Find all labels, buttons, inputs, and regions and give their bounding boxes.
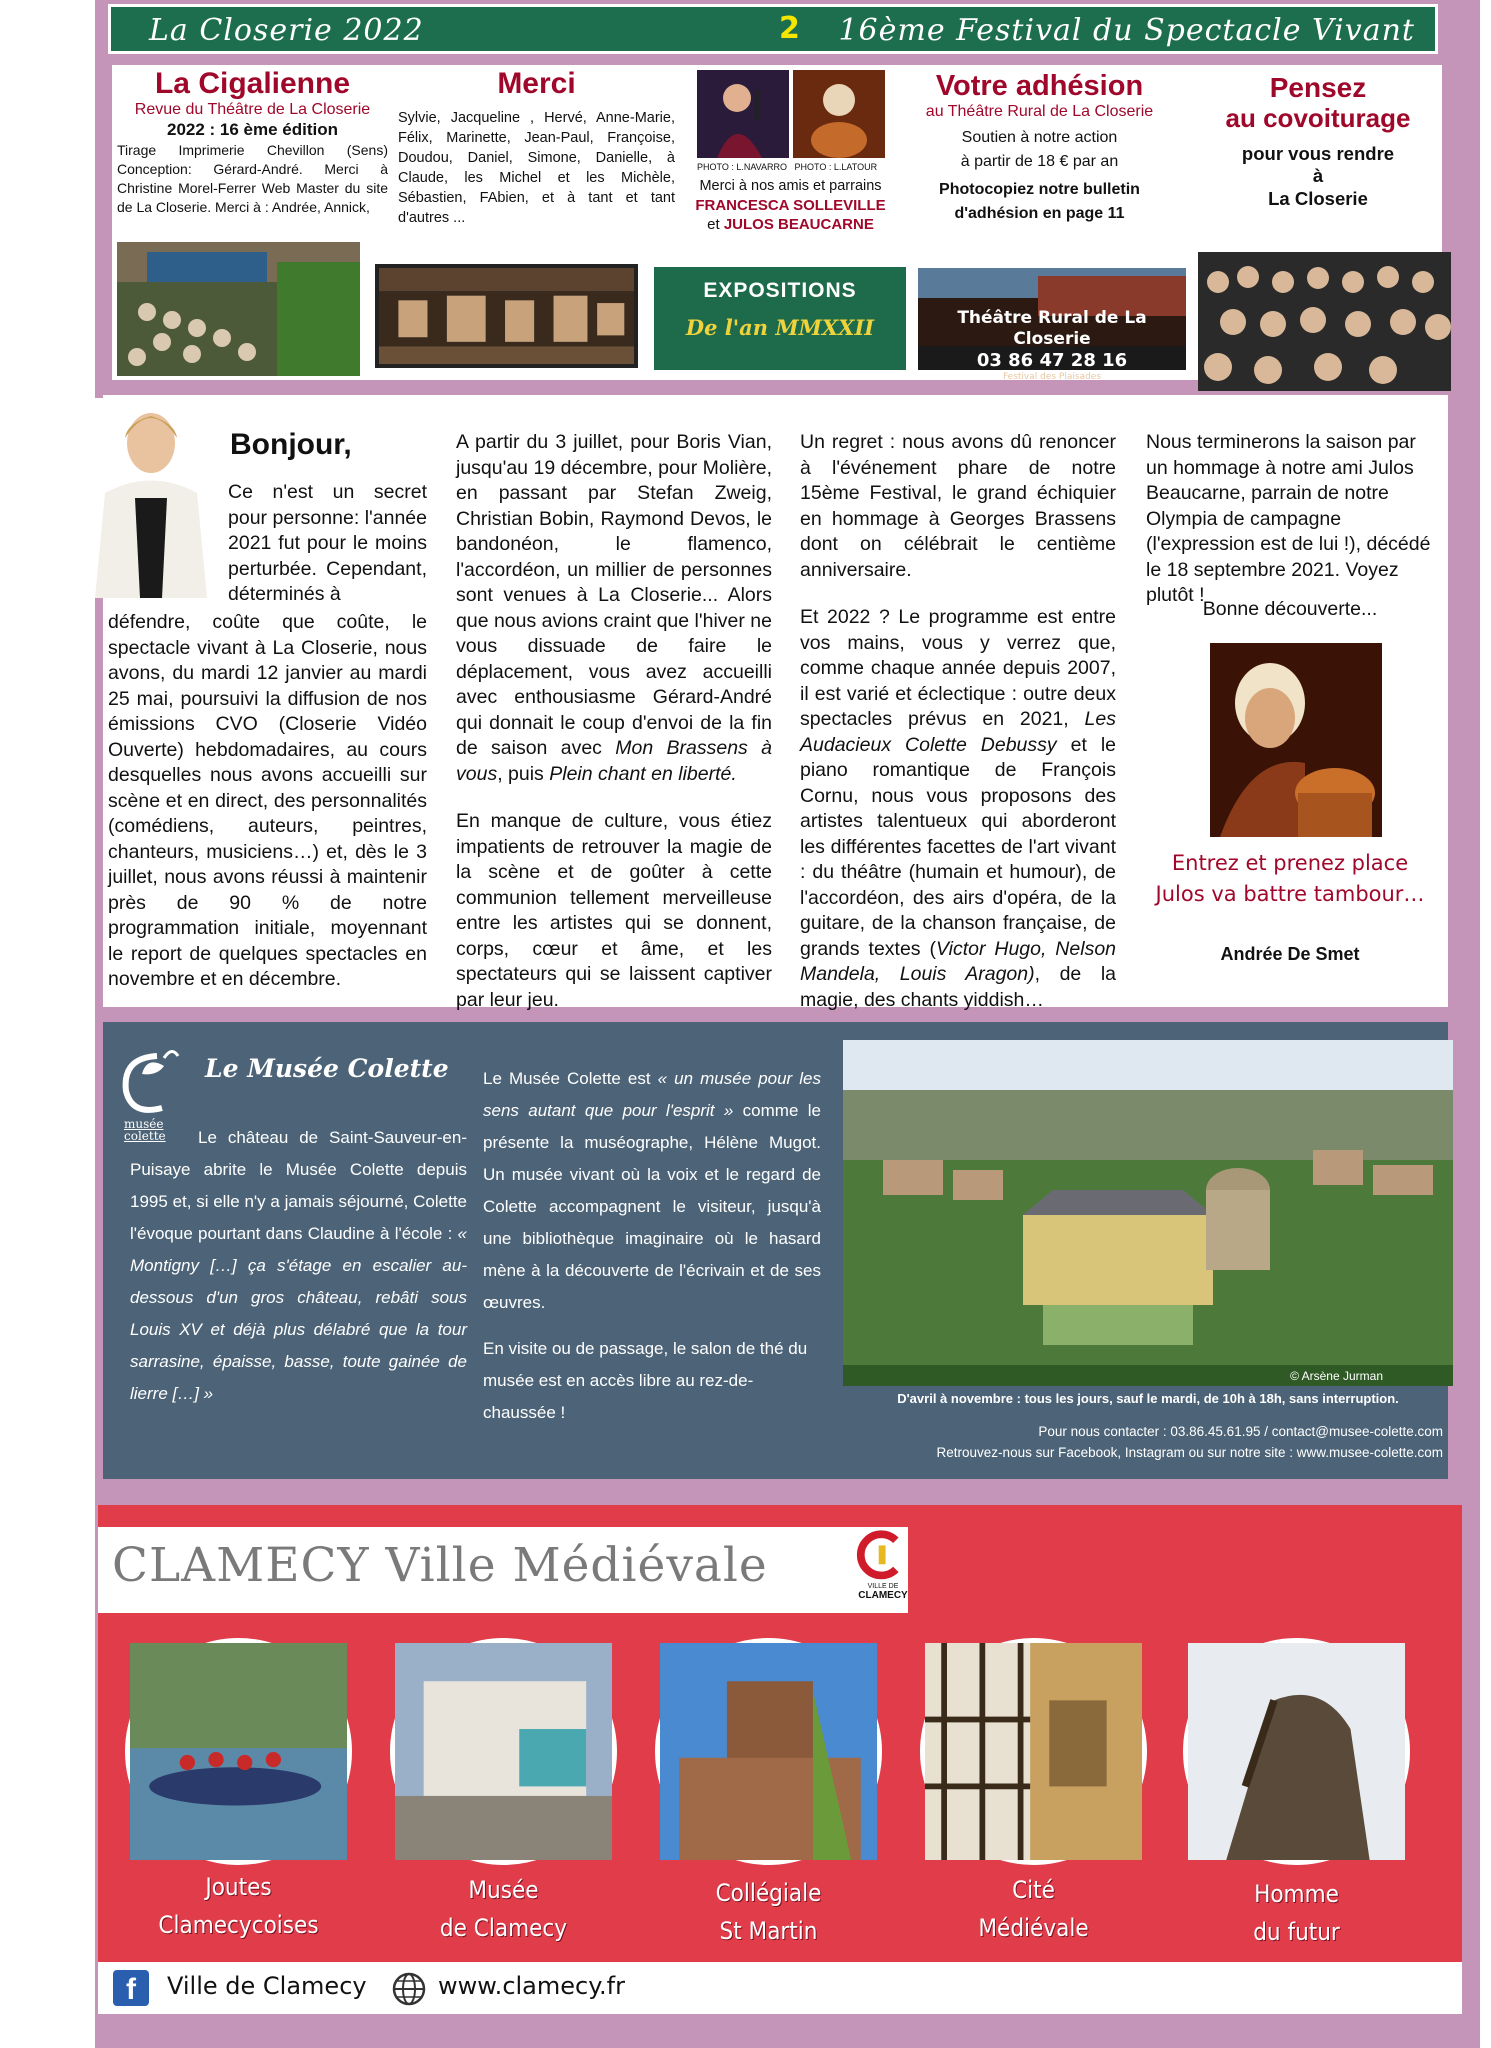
musee-social: Retrouvez-nous sur Facebook, Instagram ou sur notre site : www.musee-colette.com xyxy=(936,1445,1443,1460)
photo-credit-jurman: © Arsène Jurman xyxy=(1290,1369,1383,1383)
editorial-col3 xyxy=(800,430,1116,1013)
photo-credit-navarro: PHOTO : L.NAVARRO xyxy=(697,162,788,172)
caption-joutes: Joutes Clamecycoises xyxy=(158,1873,319,1939)
adhesion-line2: à partir de 18 € par an xyxy=(960,153,1119,170)
clamecy-logo-small: VILLE DE xyxy=(867,1583,899,1590)
expositions-banner xyxy=(654,267,906,370)
author-photo xyxy=(90,398,212,598)
parrains-block xyxy=(694,70,887,240)
header-right: 16ème Festival du Spectacle Vivant xyxy=(838,13,1415,48)
covoiturage-block xyxy=(1198,72,1438,213)
parrain-beaucarne: JULOS BEAUCARNE xyxy=(723,216,874,233)
clamecy-logo-name: CLAMECY xyxy=(858,1590,908,1601)
adhesion-line4: d'adhésion en page 11 xyxy=(954,205,1125,222)
julos-tagline-1: Entrez et prenez place xyxy=(1171,851,1409,875)
page-header xyxy=(108,4,1438,54)
parrains-thanks: Merci à nos amis et parrains xyxy=(699,178,882,194)
adhesion-line3: Photocopiez notre bulletin xyxy=(939,181,1140,198)
theatre-photo-phone: 03 86 47 28 16 xyxy=(976,350,1128,371)
circle-collegiale xyxy=(655,1638,882,1865)
covoit-line1: pour vous rendre xyxy=(1241,143,1395,164)
caption-cite: Cité Médiévale xyxy=(978,1876,1089,1942)
theatre-photo xyxy=(918,268,1186,382)
merci-block xyxy=(398,68,675,228)
cigalienne-title: La Cigalienne xyxy=(154,67,351,100)
editorial-signature: Andrée De Smet xyxy=(1220,944,1360,964)
musee-hours: D'avril à novembre : tous les jours, sauf le mardi, de 10h à 18h, sans interruption. xyxy=(897,1391,1399,1406)
circle-homme-futur xyxy=(1183,1638,1410,1865)
caption-collegiale: Collégiale St Martin xyxy=(715,1879,822,1945)
editorial-col2-p1: A partir du 3 juillet, pour Boris Vian, jusqu'au 19 décembre, pour Molière, en passant par Stefan Zweig, Christian Bobin, Raymond Devos, le bandonéon, le flamenco, l'accordéon, un millier de personnes sont venues à La Closerie... Alors que nous avions craint que l'hiver ne vous dissuade de faire le déplacement, vous avez accueilli avec enthousiasme Gérard-André qui donnait le coup d'envoi de la fin de saison avec Mon Brassens à vous, puis Plein chant en liberté. xyxy=(456,431,772,785)
facebook-link[interactable]: Ville de Clamecy xyxy=(167,1972,367,2000)
musee-text-left: Le château de Saint-Sauveur-en-Puisaye abrite le Musée Colette depuis 1995 et, si elle n'y a jamais séjourné, Colette l'évoque pourtant dans Claudine à l'école : « Montigny […] ça s'étage en escalier au-dessous d'un gros château, rebâti sous Louis XV et déjà plus délabré que la tour sarrasine, épaisse, basse, toute gainée de lierre […] » xyxy=(130,1128,467,1403)
adhesion-line1: Soutien à notre action xyxy=(961,129,1118,146)
expositions-subtitle: De l'an MMXXII xyxy=(685,315,875,340)
editorial-greeting: Bonjour, xyxy=(230,428,352,461)
cigalienne-edition: 2022 : 16 ème édition xyxy=(166,120,339,139)
musee-logo-text1: musée xyxy=(124,1117,164,1131)
theatre-photo-banner: Festival des Plaisades xyxy=(1002,372,1102,382)
julos-tagline-2: Julos va battre tambour… xyxy=(1155,882,1425,906)
editorial-col4 xyxy=(1146,430,1434,609)
photo-credit-latour: PHOTO : L.LATOUR xyxy=(794,162,878,172)
facebook-icon[interactable]: f xyxy=(113,1970,149,2006)
merci-body: Sylvie, Jacqueline , Hervé, Anne-Marie, Félix, Marinette, Jean-Paul, Françoise, Doudou, Daniel, Simone, Danielle, à Claude, les Michel et les Michèle, Sébastien, FAbien, et à tant et tant d'autres ... xyxy=(398,110,675,226)
julos-beaucarne-photo xyxy=(1210,643,1382,837)
adhesion-block xyxy=(898,70,1181,226)
website-link[interactable]: www.clamecy.fr xyxy=(438,1972,625,2000)
cigalienne-subtitle: Revue du Théâtre de La Closerie xyxy=(134,101,371,118)
expositions-title: EXPOSITIONS xyxy=(703,279,857,302)
theatre-photo-name: Théâtre Rural de La Closerie xyxy=(957,308,1147,349)
solleville-photo xyxy=(697,70,789,158)
editorial-col3-p1: Un regret : nous avons dû renoncer à l'événement phare de notre 15ème Festival, le grand échiquier en hommage à Georges Brassens dont on célébrait le centième anniversaire. xyxy=(800,431,1116,581)
parrains-et: et xyxy=(707,216,720,233)
covoit-title2: au covoiturage xyxy=(1225,103,1411,133)
cigalienne-body: Tirage Imprimerie Chevillon (Sens) Conception: Gérard-André. Merci à Christine Morel-Ferrer Web Master du site de La Closerie. Merci à : Andrée, Annick, xyxy=(117,142,388,215)
editorial-col2-p2: En manque de culture, vous étiez impatients de retrouver la magie de la scène et de goûter à cette communion tellement merveilleuse entre les artistes qui se donnent, corps, cœur et âme, et les spectateurs qui se laissent captiver par leur jeu. xyxy=(456,810,772,1011)
covoit-line3: La Closerie xyxy=(1268,188,1368,209)
clamecy-title: CLAMECY Ville Médiévale xyxy=(112,1538,768,1593)
adhesion-subtitle: au Théâtre Rural de La Closerie xyxy=(925,103,1154,120)
cigalienne-photo xyxy=(117,242,360,376)
circle-cite-medievale xyxy=(920,1638,1147,1865)
musee-logo-text2: colette xyxy=(124,1129,166,1143)
audience-photo xyxy=(1198,252,1451,391)
bonne-decouverte: Bonne découverte... xyxy=(1202,598,1378,620)
globe-icon xyxy=(392,1972,426,2006)
editorial-col1-intro: Ce n'est un secret pour personne: l'année 2021 fut pour le moins perturbée. Cependant, déterminés à xyxy=(228,481,427,605)
musee-salon: En visite ou de passage, le salon de thé du musée est en accès libre au rez-de-chaussée ! xyxy=(483,1339,808,1422)
circle-musee xyxy=(390,1638,617,1865)
caption-musee: Musée de Clamecy xyxy=(439,1876,568,1942)
header-left: La Closerie 2022 xyxy=(149,13,424,48)
musee-contact: Pour nous contacter : 03.86.45.61.95 / contact@musee-colette.com xyxy=(1038,1424,1443,1439)
chateau-aerial-photo xyxy=(843,1040,1453,1386)
clamecy-logo xyxy=(848,1530,918,1610)
editorial-col1-text: défendre, coûte que coûte, le spectacle vivant à La Closerie, nous avons, du mardi 12 janvier au mardi 25 mai, poursuivi la diffusion de nos émissions CVO (Closerie Vidéo Ouverte) hebdomadaires, au cours desquelles nous avons accueilli sur scène et en direct, des personnalités (comédiens, auteurs, peintres, chanteurs, musiciens…) et, dès le 3 juillet, nous avons réussi à maintenir près de 90 % de notre programmation initiale, moyennant le report de quelques spectacles en novembre et en décembre. xyxy=(108,611,427,990)
page-number: 2 xyxy=(779,11,801,46)
editorial-col4-p1: Nous terminerons la saison par un hommage à notre ami Julos Beaucarne, parrain de notre Olympia de campagne (l'expression est de lui !), décédé le 18 septembre 2021. Voyez plutôt ! xyxy=(1146,431,1431,606)
editorial-col2 xyxy=(456,430,772,1013)
musee-text-middle: Le Musée Colette est « un musée pour les sens autant que pour l'esprit » comme le présente la muséographe, Hélène Mugot. Un musée vivant où la voix et le regard de Colette accompagnent le visiteur, jusqu'à une bibliothèque imaginaire où le hasard mène à la découverte de l'écrivain et de ses œuvres. En visite ou de passage, le salon de thé du musée est en accès libre au rez-de-chaussée ! xyxy=(483,1063,821,1429)
adhesion-title: Votre adhésion xyxy=(935,70,1144,102)
exhibition-room-photo xyxy=(375,264,638,368)
parrain-solleville: FRANCESCA SOLLEVILLE xyxy=(695,197,886,214)
editorial-col3-p2: Et 2022 ? Le programme est entre vos mains, vous y verrez que, comme chaque année depuis 2007, il est varié et éclectique : outre deux spectacles prévus en 2021, Les Audacieux Colette Debussy et le piano romantique de François Cornu, nous vous proposons des artistes talentueux qui aborderont les différentes facettes de l'art vivant : du théâtre (humain et humour), de l'accordéon, des airs d'opéra, de la guitare, de la chanson française, de grands textes (Victor Hugo, Nelson Mandela, Louis Aragon), de la magie, des chants yiddish… xyxy=(800,606,1117,1011)
covoit-line2: à xyxy=(1312,165,1324,186)
beaucarne-photo-small xyxy=(793,70,885,158)
covoit-title1: Pensez xyxy=(1269,72,1367,103)
circle-joutes xyxy=(125,1638,352,1865)
merci-title: Merci xyxy=(497,67,576,100)
cigalienne-block xyxy=(115,68,390,217)
caption-homme: Homme du futur xyxy=(1253,1880,1340,1946)
musee-title: Le Musée Colette xyxy=(205,1054,449,1083)
